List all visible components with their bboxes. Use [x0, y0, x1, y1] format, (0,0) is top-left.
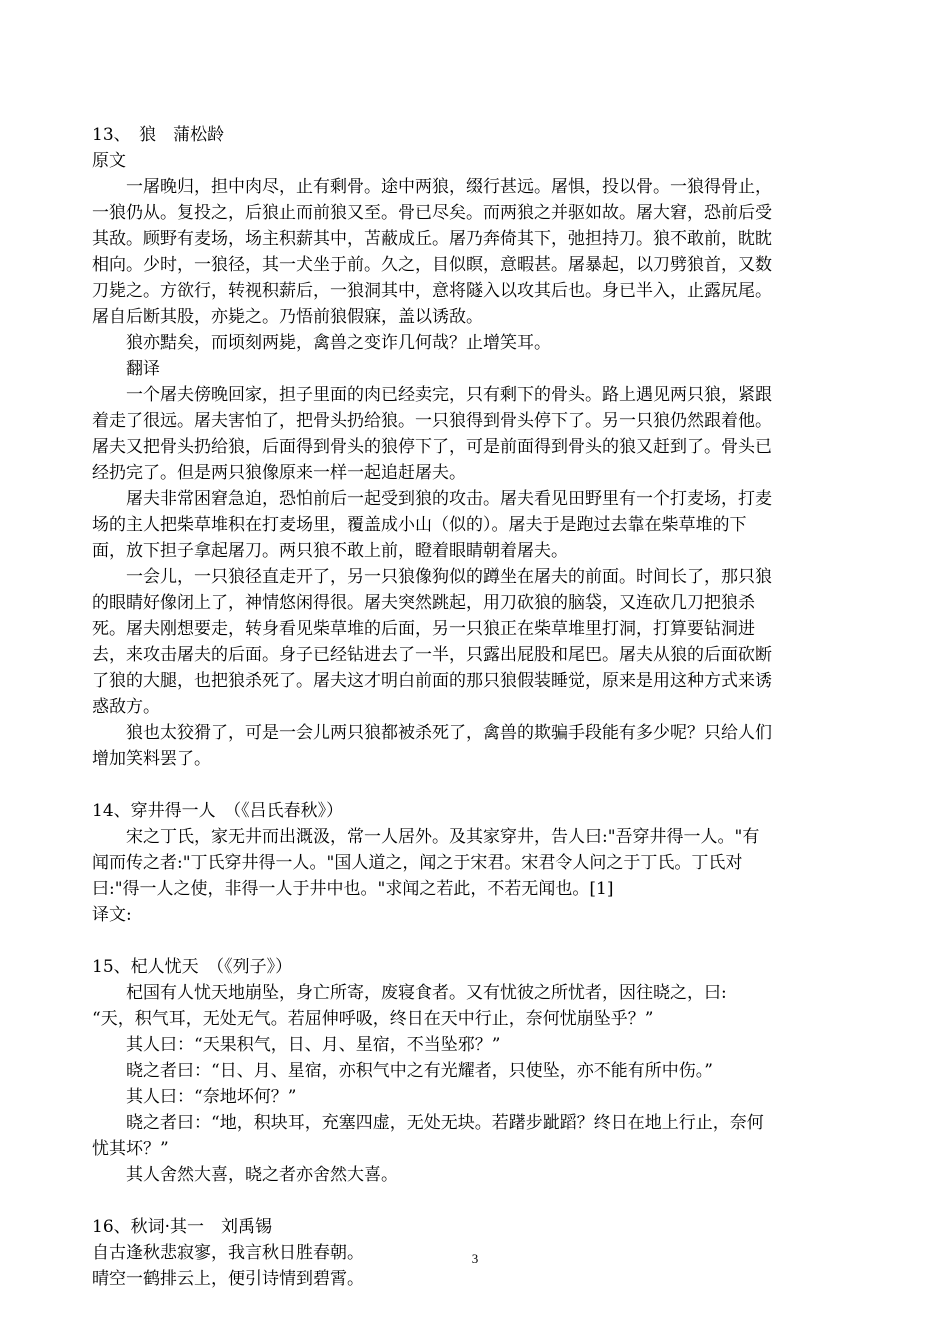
section-gap — [92, 1188, 860, 1214]
section-gap — [92, 772, 860, 798]
section-heading: 15、杞人忧天 （《列子》） — [92, 957, 293, 977]
page-content — [92, 122, 860, 1292]
original-line: 屠自后断其股，亦毙之。乃悟前狼假寐，盖以诱敌。 — [92, 307, 483, 327]
original-line: 其敌。顾野有麦场，场主积薪其中，苫蔽成丘。屠乃奔倚其下，弛担持刀。狼不敢前，眈眈 — [92, 229, 772, 249]
body-line: 其人曰：“奈地坏何？” — [126, 1087, 297, 1107]
body-line: 忧其坏？” — [92, 1139, 169, 1159]
translation-line: 一个屠夫傍晚回家，担子里面的肉已经卖完，只有剩下的骨头。路上遇见两只狼，紧跟 — [126, 385, 772, 405]
body-line: 其人舍然大喜，晓之者亦舍然大喜。 — [126, 1165, 398, 1185]
original-line: 狼亦黠矣，而顷刻两毙，禽兽之变诈几何哉？止增笑耳。 — [126, 333, 551, 353]
translation-line: 面，放下担子拿起屠刀。两只狼不敢上前，瞪着眼睛朝着屠夫。 — [92, 541, 568, 561]
translation-line: 屠夫非常困窘急迫，恐怕前后一起受到狼的攻击。屠夫看见田野里有一个打麦场，打麦 — [126, 489, 772, 509]
page-number: 3 — [471, 1251, 479, 1266]
translation-line: 经扔完了。但是两只狼像原来一样一起追赶屠夫。 — [92, 463, 466, 483]
body-line: 晓之者曰：“地，积块耳，充塞四虚，无处无块。若躇步跐蹈？终日在地上行止，奈何 — [126, 1113, 764, 1133]
original-line: 刀毙之。方欲行，转视积薪后，一狼洞其中，意将隧入以攻其后也。身已半入，止露尻尾。 — [92, 281, 772, 301]
body-line: 曰:"得一人之使，非得一人于井中也。"求闻之若此，不若无闻也。[1] — [92, 879, 614, 899]
section-heading: 14、穿井得一人 （《吕氏春秋》） — [92, 801, 344, 821]
poem-line: 晴空一鹤排云上，便引诗情到碧霄。 — [92, 1269, 364, 1289]
translation-line: 的眼睛好像闭上了，神情悠闲得很。屠夫突然跳起，用刀砍狼的脑袋，又连砍几刀把狼杀 — [92, 593, 755, 613]
section-heading: 13、 狼 蒲松龄 — [92, 125, 225, 145]
translation-line: 了狼的大腿，也把狼杀死了。屠夫这才明白前面的那只狼假装睡觉，原来是用这种方式来诱 — [92, 671, 772, 691]
label-original: 原文 — [92, 151, 126, 171]
poem-line: 自古逢秋悲寂寥，我言秋日胜春朝。 — [92, 1243, 364, 1263]
translation-line: 狼也太狡猾了，可是一会儿两只狼都被杀死了，禽兽的欺骗手段能有多少呢？只给人们 — [126, 723, 772, 743]
original-line: 相向。少时，一狼径，其一犬坐于前。久之，目似瞑，意暇甚。屠暴起，以刀劈狼首，又数 — [92, 255, 772, 275]
translation-line: 场的主人把柴草堆积在打麦场里，覆盖成小山（似的）。屠夫于是跑过去靠在柴草堆的下 — [92, 515, 747, 535]
translation-line: 惑敌方。 — [92, 697, 160, 717]
body-line: 其人曰：“天果积气，日、月、星宿，不当坠邪？” — [126, 1035, 501, 1055]
body-line: “天，积气耳，无处无气。若屈伸呼吸，终日在天中行止，奈何忧崩坠乎？” — [92, 1009, 654, 1029]
section-heading: 16、秋词·其一 刘禹锡 — [92, 1217, 273, 1237]
translation-line: 增加笑料罢了。 — [92, 749, 211, 769]
translation-line: 屠夫又把骨头扔给狼，后面得到骨头的狼停下了，可是前面得到骨头的狼又赶到了。骨头已 — [92, 437, 772, 457]
original-line: 一屠晚归，担中肉尽，止有剩骨。途中两狼，缀行甚远。屠惧，投以骨。一狼得骨止， — [126, 177, 772, 197]
label-translation: 译文: — [92, 905, 132, 925]
translation-line: 一会儿，一只狼径直走开了，另一只狼像狗似的蹲坐在屠夫的前面。时间长了，那只狼 — [126, 567, 772, 587]
body-line: 闻而传之者:"丁氏穿井得一人。"国人道之，闻之于宋君。宋君令人问之于丁氏。丁氏对 — [92, 853, 743, 873]
body-line: 宋之丁氏，家无井而出溉汲，常一人居外。及其家穿井，告人曰:"吾穿井得一人。"有 — [126, 827, 760, 847]
section-gap — [92, 928, 860, 954]
label-translation: 翻译 — [126, 359, 160, 379]
translation-line: 去，来攻击屠夫的后面。身子已经钻进去了一半，只露出屁股和尾巴。屠夫从狼的后面砍断 — [92, 645, 772, 665]
body-line: 晓之者曰：“日、月、星宿，亦积气中之有光耀者，只使坠，亦不能有所中伤。” — [126, 1061, 713, 1081]
body-line: 杞国有人忧天地崩坠，身亡所寄，废寝食者。又有忧彼之所忧者，因往晓之，曰: — [126, 983, 727, 1003]
translation-line: 着走了很远。屠夫害怕了，把骨头扔给狼。一只狼得到骨头停下了。另一只狼仍然跟着他。 — [92, 411, 772, 431]
translation-line: 死。屠夫刚想要走，转身看见柴草堆的后面，另一只狼正在柴草堆里打洞，打算要钻洞进 — [92, 619, 755, 639]
original-line: 一狼仍从。复投之，后狼止而前狼又至。骨已尽矣。而两狼之并驱如故。屠大窘，恐前后受 — [92, 203, 772, 223]
